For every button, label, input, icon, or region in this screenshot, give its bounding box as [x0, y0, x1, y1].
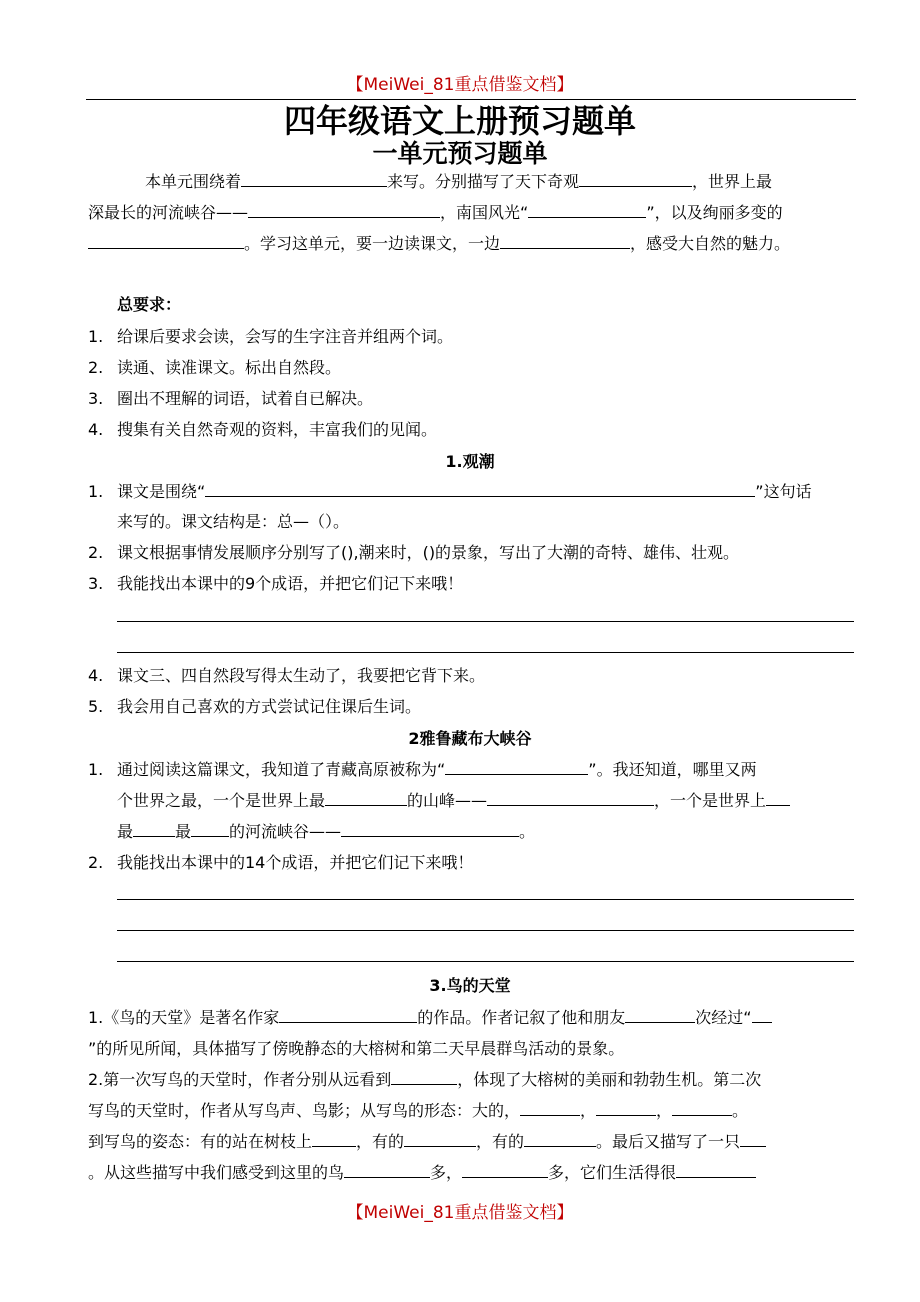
- page-header: 【MeiWei_81重点借鉴文档】: [346, 75, 574, 95]
- s3-paragraph-1-cont: ”的所见所闻，具体描写了傍晚静态的大榕树和第二天早晨群鸟活动的景象。: [88, 1039, 625, 1058]
- blank: [596, 1101, 656, 1116]
- list-item: 圈出不理解的词语，试着自已解决。: [117, 389, 374, 408]
- blank: [524, 1132, 596, 1147]
- s2-question-1: 通过阅读这篇课文，我知道了青藏高原被称为“ ”。我还知道，哪里又两: [117, 760, 757, 779]
- writing-line: [117, 899, 854, 900]
- s3-paragraph-2-line4: 。从这些描写中我们感受到这里的鸟 多， 多，它们生活得很: [88, 1163, 756, 1183]
- blank: [672, 1101, 732, 1116]
- s1-question-4: 课文三、四自然段写得太生动了，我要把它背下来。: [117, 666, 486, 685]
- list-item: 读通、读准课文。标出自然段。: [117, 358, 342, 377]
- intro-line-1: 本单元围绕着 来写。分别描写了天下奇观 ，世界上最: [145, 172, 773, 191]
- blank: [445, 760, 588, 775]
- blank: [133, 822, 175, 837]
- blank: [579, 172, 692, 187]
- blank: [500, 234, 630, 249]
- blank: [241, 172, 387, 187]
- blank: [676, 1163, 756, 1178]
- page-footer: 【MeiWei_81重点借鉴文档】: [346, 1203, 574, 1223]
- blank: [325, 791, 407, 806]
- intro-line-2: 深最长的河流峡谷—— ，南国风光“ ”，以及绚丽多变的: [88, 203, 783, 222]
- s1-question-1-cont: 来写的。课文结构是：总—（）。: [117, 512, 350, 531]
- s1-question-5: 我会用自己喜欢的方式尝试记住课后生词。: [117, 697, 422, 716]
- intro-line-3: 。学习这单元，要一边读课文，一边 ，感受大自然的魅力。: [88, 234, 790, 254]
- s1-question-3: 我能找出本课中的9个成语，并把它们记下来哦！: [117, 574, 464, 593]
- blank: [391, 1070, 457, 1085]
- blank: [520, 1101, 580, 1116]
- blank: [191, 822, 229, 837]
- writing-line: [117, 621, 854, 622]
- blank: [766, 791, 790, 806]
- general-heading: 总要求：: [117, 295, 182, 314]
- writing-line: [117, 652, 854, 653]
- blank: [752, 1008, 772, 1023]
- section-title-guanchao: 1.观潮: [445, 452, 495, 471]
- s3-paragraph-2: 2.第一次写鸟的天堂时，作者分别从远看到 ，体现了大榕树的美丽和勃勃生机。第二次: [88, 1070, 762, 1089]
- s2-question-2: 我能找出本课中的14个成语，并把它们记下来哦！: [117, 853, 474, 872]
- list-item: 给课后要求会读，会写的生字注音并组两个词。: [117, 327, 454, 346]
- blank: [528, 203, 646, 218]
- blank: [341, 822, 519, 837]
- blank: [404, 1132, 476, 1147]
- blank: [312, 1132, 356, 1147]
- blank: [344, 1163, 430, 1178]
- blank: [740, 1132, 766, 1147]
- s3-paragraph-2-line3: 到写鸟的姿态：有的站在树枝上 ，有的 ，有的 。最后又描写了一只: [88, 1132, 766, 1152]
- writing-line: [117, 961, 854, 962]
- s3-paragraph-1: 1.《鸟的天堂》是著名作家 的作品。作者记叙了他和朋友 次经过“: [88, 1008, 772, 1028]
- blank: [88, 234, 244, 249]
- blank: [248, 203, 440, 218]
- s1-question-2: 课文根据事情发展顺序分别写了(),潮来时，()的景象，写出了大潮的奇特、雄伟、壮观。: [117, 543, 740, 562]
- s3-paragraph-2-line2: 写鸟的天堂时，作者从写鸟声、鸟影；从写鸟的形态：大的， ， ， 。: [88, 1101, 749, 1120]
- writing-line: [117, 930, 854, 931]
- section-title-niaodetiantang: 3.鸟的天堂: [429, 976, 511, 995]
- s2-question-1-cont2: 最 最 的河流峡谷—— 。: [117, 822, 536, 841]
- blank: [279, 1008, 417, 1023]
- blank: [625, 1008, 695, 1023]
- blank: [205, 482, 755, 497]
- page-subtitle: 一单元预习题单: [372, 139, 548, 168]
- blank: [462, 1163, 548, 1178]
- list-item: 搜集有关自然奇观的资料，丰富我们的见闻。: [117, 420, 438, 439]
- blank: [487, 791, 654, 806]
- page-title: 四年级语文上册预习题单: [283, 102, 636, 140]
- s1-question-1: 课文是围绕“ ”这句话: [117, 482, 812, 501]
- s2-question-1-cont: 个世界之最，一个是世界上最 的山峰—— ，一个是世界上: [117, 791, 790, 811]
- section-title-yarlung: 2雅鲁藏布大峡谷: [408, 729, 532, 748]
